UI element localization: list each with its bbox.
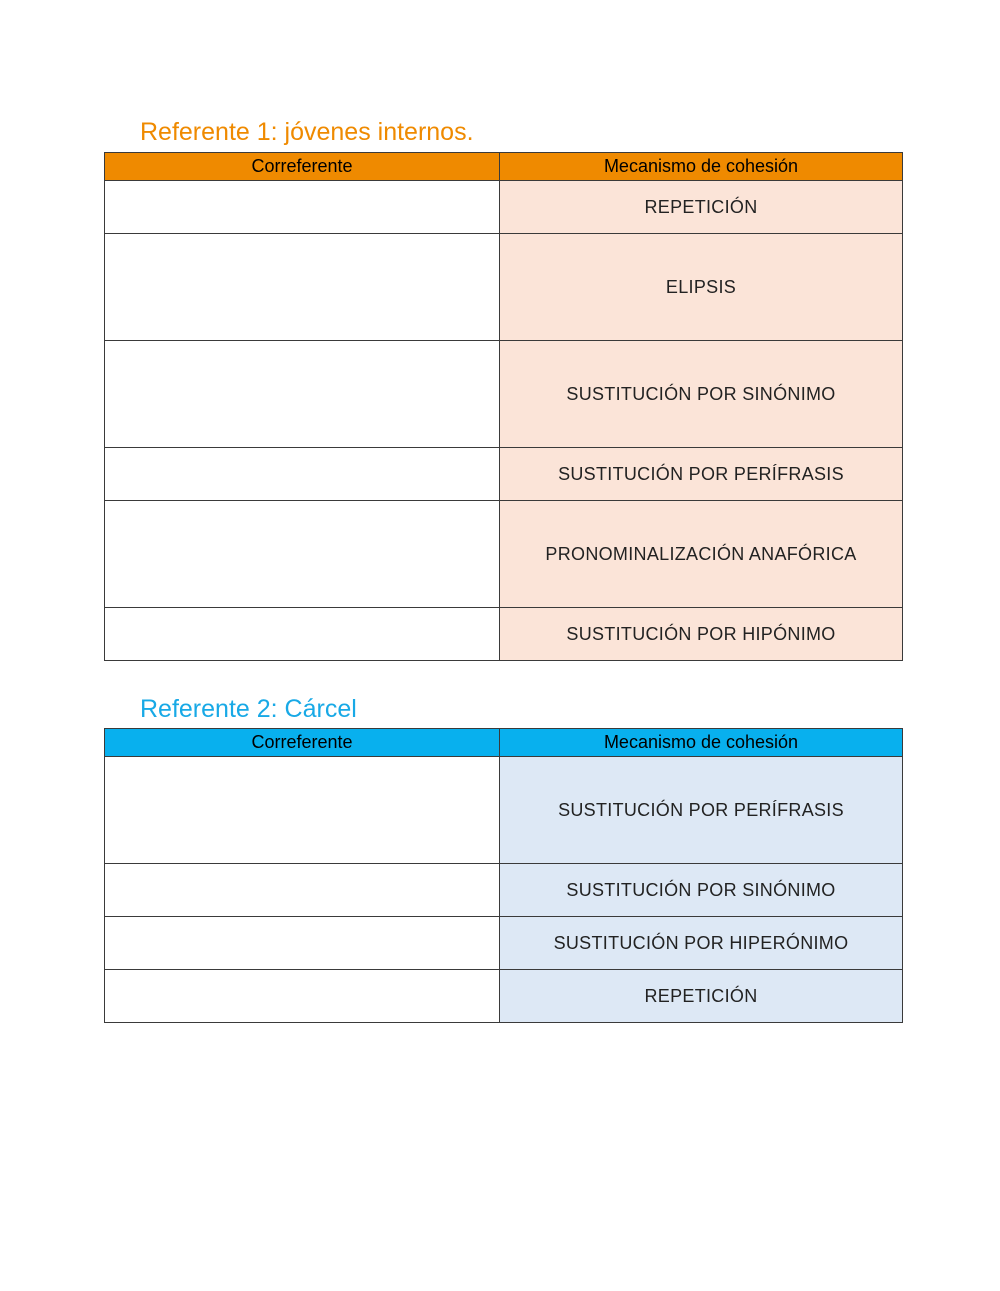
table-row: [105, 608, 903, 661]
header-mecanismo: Mecanismo de cohesión: [500, 153, 903, 181]
mechanism-label: SUSTITUCIÓN POR HIPÓNIMO: [500, 608, 903, 661]
table-row: [105, 181, 903, 234]
table-header-row: [105, 729, 903, 757]
mechanism-label: SUSTITUCIÓN POR PERÍFRASIS: [500, 448, 903, 501]
table-row: [105, 864, 903, 917]
section-1-title: Referente 1: jóvenes internos.: [140, 118, 474, 146]
answer-drop-zone[interactable]: [105, 864, 500, 917]
answer-drop-zone[interactable]: [105, 234, 500, 341]
table-header-row: [105, 153, 903, 181]
mechanism-label: ELIPSIS: [500, 234, 903, 341]
answer-drop-zone[interactable]: [105, 917, 500, 970]
table-row: [105, 970, 903, 1023]
mechanism-label: PRONOMINALIZACIÓN ANAFÓRICA: [500, 501, 903, 608]
answer-drop-zone[interactable]: [105, 501, 500, 608]
answer-drop-zone[interactable]: [105, 181, 500, 234]
answer-drop-zone[interactable]: [105, 970, 500, 1023]
mechanism-label: REPETICIÓN: [500, 181, 903, 234]
mechanism-label: REPETICIÓN: [500, 970, 903, 1023]
header-mecanismo: Mecanismo de cohesión: [500, 729, 903, 757]
table-row: [105, 341, 903, 448]
header-correferente: Correferente: [105, 729, 500, 757]
header-correferente: Correferente: [105, 153, 500, 181]
table-row: [105, 757, 903, 864]
table-row: [105, 448, 903, 501]
table-row: [105, 917, 903, 970]
mechanism-label: SUSTITUCIÓN POR SINÓNIMO: [500, 864, 903, 917]
section-2-title: Referente 2: Cárcel: [140, 695, 357, 723]
referent-2-table: [104, 728, 903, 1023]
mechanism-label: SUSTITUCIÓN POR SINÓNIMO: [500, 341, 903, 448]
table-row: [105, 501, 903, 608]
table-row: [105, 234, 903, 341]
referent-1-table: [104, 152, 903, 661]
answer-drop-zone[interactable]: [105, 757, 500, 864]
mechanism-label: SUSTITUCIÓN POR PERÍFRASIS: [500, 757, 903, 864]
mechanism-label: SUSTITUCIÓN POR HIPERÓNIMO: [500, 917, 903, 970]
answer-drop-zone[interactable]: [105, 341, 500, 448]
answer-drop-zone[interactable]: [105, 448, 500, 501]
answer-drop-zone[interactable]: [105, 608, 500, 661]
